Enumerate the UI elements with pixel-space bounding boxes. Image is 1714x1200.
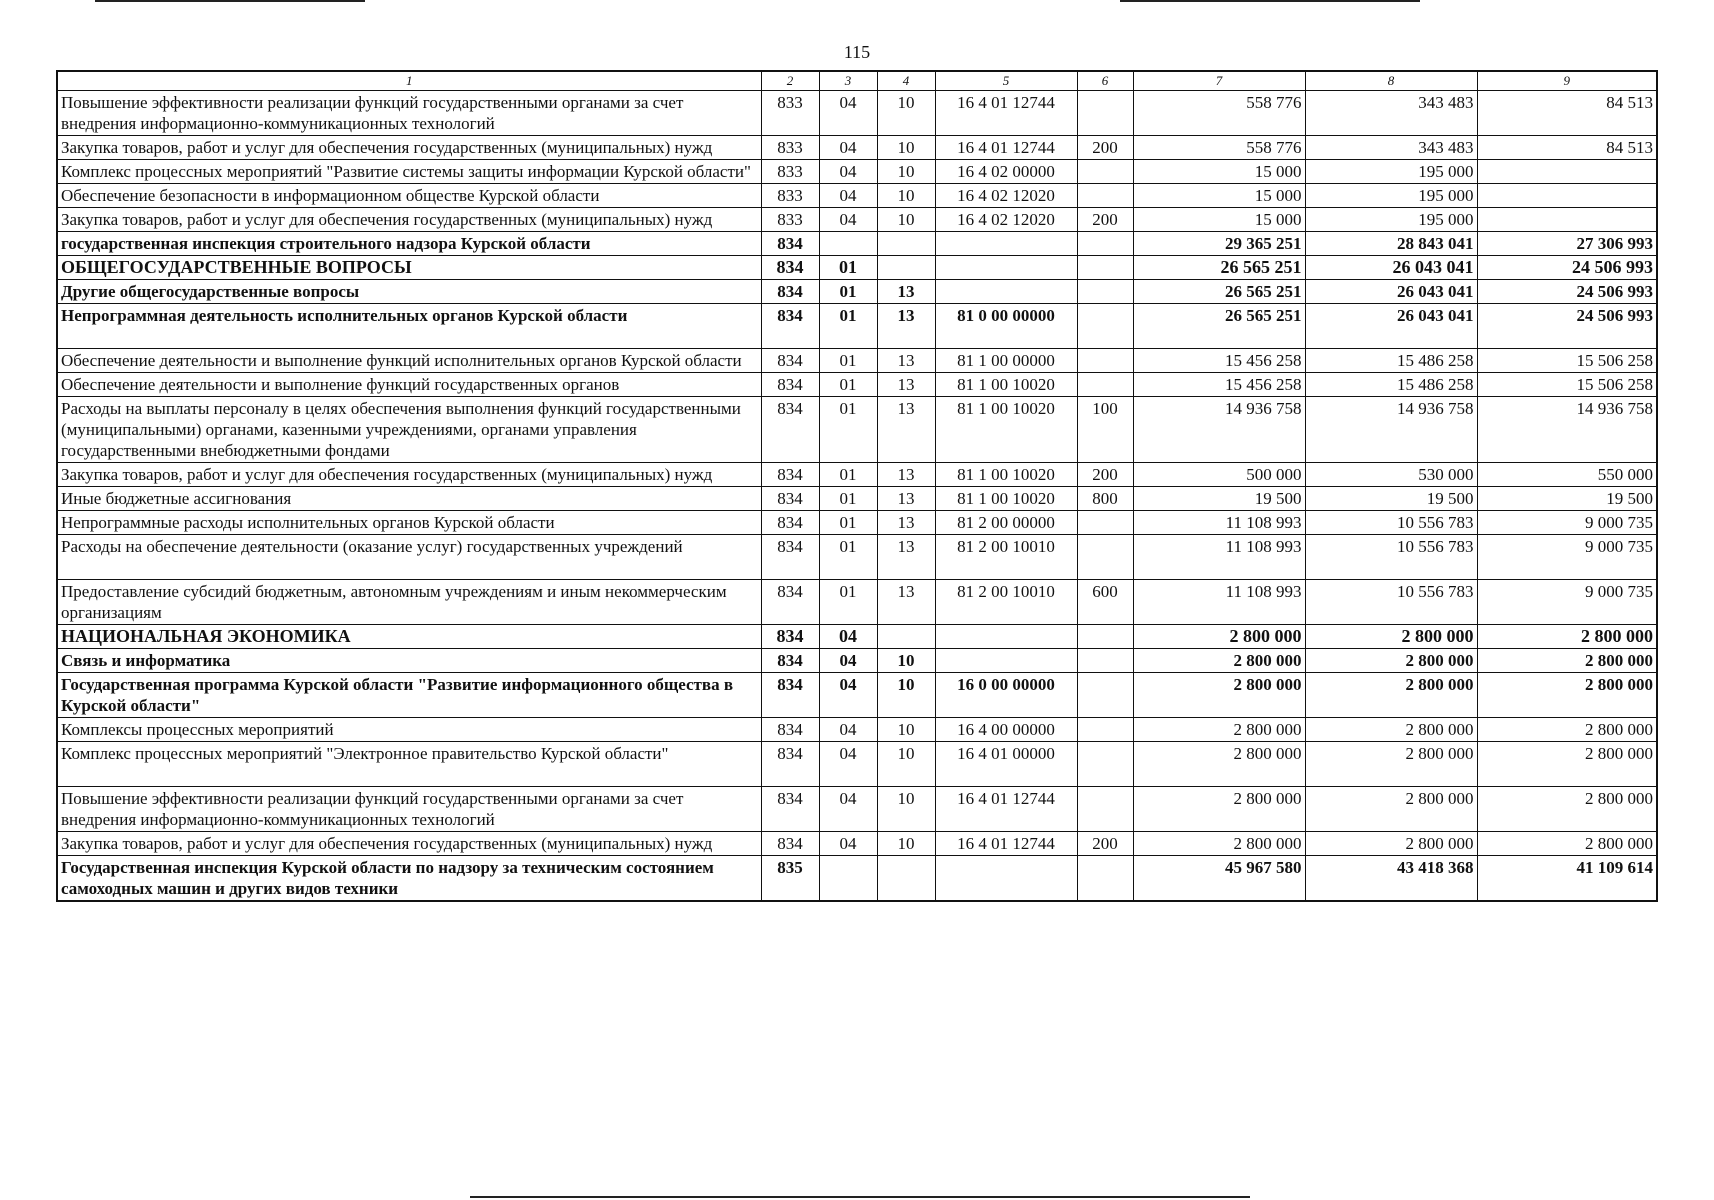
row-amount-year-3: 2 800 000 [1477,832,1657,856]
row-subsection: 10 [877,91,935,136]
row-amount-year-3: 9 000 735 [1477,535,1657,580]
row-code: 834 [761,625,819,649]
row-name: Обеспечение деятельности и выполнение функций исполнительных органов Курской области [57,349,761,373]
row-amount-year-3 [1477,184,1657,208]
row-code: 833 [761,184,819,208]
row-code: 834 [761,718,819,742]
table-row [57,91,1657,136]
row-target-article: 81 1 00 00000 [935,349,1077,373]
row-section: 01 [819,463,877,487]
row-amount-year-3: 24 506 993 [1477,280,1657,304]
row-amount-year-3: 19 500 [1477,487,1657,511]
row-name: Закупка товаров, работ и услуг для обеспечения государственных (муниципальных) нужд [57,832,761,856]
row-amount-year-2: 343 483 [1305,136,1477,160]
row-amount-year-1: 2 800 000 [1133,742,1305,787]
row-subsection: 13 [877,373,935,397]
row-code: 834 [761,742,819,787]
row-subsection: 10 [877,742,935,787]
row-subsection: 10 [877,136,935,160]
row-target-article: 81 1 00 10020 [935,463,1077,487]
col-header: 4 [877,71,935,91]
row-section: 04 [819,673,877,718]
table-row [57,280,1657,304]
row-code: 833 [761,208,819,232]
row-section: 04 [819,184,877,208]
row-target-article: 16 4 02 12020 [935,184,1077,208]
row-amount-year-2: 43 418 368 [1305,856,1477,902]
row-code: 834 [761,787,819,832]
row-section: 04 [819,160,877,184]
row-amount-year-1: 2 800 000 [1133,718,1305,742]
col-header: 3 [819,71,877,91]
row-amount-year-2: 195 000 [1305,160,1477,184]
row-amount-year-2: 2 800 000 [1305,787,1477,832]
row-amount-year-1: 2 800 000 [1133,649,1305,673]
row-target-article: 16 4 01 00000 [935,742,1077,787]
row-amount-year-1: 15 000 [1133,184,1305,208]
row-amount-year-1: 15 456 258 [1133,349,1305,373]
row-amount-year-2: 2 800 000 [1305,649,1477,673]
row-name: Расходы на выплаты персоналу в целях обеспечения выполнения функций государственными (муниципальными) органами, казенными учреждениями, органами управления государственными внебюджетными фондами [57,397,761,463]
row-section: 01 [819,535,877,580]
row-amount-year-3: 84 513 [1477,91,1657,136]
row-amount-year-1: 45 967 580 [1133,856,1305,902]
row-section: 04 [819,718,877,742]
row-amount-year-3: 9 000 735 [1477,580,1657,625]
col-header: 7 [1133,71,1305,91]
row-expense-type [1077,349,1133,373]
row-name: Обеспечение безопасности в информационном обществе Курской области [57,184,761,208]
row-target-article [935,256,1077,280]
row-target-article [935,232,1077,256]
row-amount-year-2: 26 043 041 [1305,280,1477,304]
row-amount-year-2: 343 483 [1305,91,1477,136]
row-subsection: 10 [877,184,935,208]
col-header: 8 [1305,71,1477,91]
row-amount-year-2: 195 000 [1305,184,1477,208]
page-number: 115 [843,42,871,62]
row-expense-type [1077,535,1133,580]
row-amount-year-3: 2 800 000 [1477,742,1657,787]
table-row [57,397,1657,463]
table-body [57,91,1657,902]
row-expense-type [1077,673,1133,718]
row-subsection: 13 [877,580,935,625]
row-name: Комплекс процессных мероприятий "Электронное правительство Курской области" [57,742,761,787]
row-subsection [877,256,935,280]
row-code: 834 [761,373,819,397]
row-amount-year-1: 2 800 000 [1133,832,1305,856]
table-row [57,373,1657,397]
row-amount-year-1: 2 800 000 [1133,787,1305,832]
table-row [57,208,1657,232]
row-amount-year-2: 2 800 000 [1305,625,1477,649]
row-subsection [877,232,935,256]
table-row [57,718,1657,742]
row-target-article: 16 4 02 12020 [935,208,1077,232]
row-amount-year-2: 2 800 000 [1305,832,1477,856]
row-subsection: 13 [877,280,935,304]
table-row [57,463,1657,487]
row-subsection: 13 [877,487,935,511]
row-subsection: 10 [877,208,935,232]
row-target-article: 81 1 00 10020 [935,373,1077,397]
row-amount-year-3: 9 000 735 [1477,511,1657,535]
row-expense-type: 200 [1077,208,1133,232]
row-amount-year-1: 19 500 [1133,487,1305,511]
row-amount-year-1: 26 565 251 [1133,280,1305,304]
row-target-article: 16 0 00 00000 [935,673,1077,718]
table-row [57,349,1657,373]
row-code: 834 [761,649,819,673]
row-amount-year-1: 2 800 000 [1133,673,1305,718]
row-amount-year-2: 2 800 000 [1305,742,1477,787]
row-target-article: 81 2 00 10010 [935,535,1077,580]
row-amount-year-2: 2 800 000 [1305,673,1477,718]
row-section: 01 [819,349,877,373]
row-amount-year-3: 24 506 993 [1477,256,1657,280]
row-amount-year-2: 15 486 258 [1305,349,1477,373]
row-expense-type [1077,625,1133,649]
row-code: 834 [761,304,819,349]
row-amount-year-1: 15 456 258 [1133,373,1305,397]
row-name: Иные бюджетные ассигнования [57,487,761,511]
row-amount-year-1: 26 565 251 [1133,256,1305,280]
row-section: 01 [819,373,877,397]
table-row [57,649,1657,673]
table-row [57,511,1657,535]
col-header: 2 [761,71,819,91]
table-row [57,742,1657,787]
row-target-article: 81 1 00 10020 [935,397,1077,463]
row-expense-type: 100 [1077,397,1133,463]
row-expense-type: 200 [1077,136,1133,160]
row-amount-year-3: 2 800 000 [1477,787,1657,832]
row-amount-year-1: 11 108 993 [1133,511,1305,535]
row-name: государственная инспекция строительного надзора Курской области [57,232,761,256]
row-amount-year-1: 558 776 [1133,91,1305,136]
row-target-article: 81 2 00 10010 [935,580,1077,625]
row-section: 04 [819,208,877,232]
row-amount-year-1: 14 936 758 [1133,397,1305,463]
row-target-article [935,280,1077,304]
row-amount-year-2: 2 800 000 [1305,718,1477,742]
row-subsection: 13 [877,397,935,463]
row-amount-year-1: 26 565 251 [1133,304,1305,349]
row-subsection: 13 [877,304,935,349]
row-expense-type [1077,856,1133,902]
row-name: Закупка товаров, работ и услуг для обеспечения государственных (муниципальных) нужд [57,208,761,232]
row-code: 834 [761,487,819,511]
row-name: Повышение эффективности реализации функций государственными органами за счет внедрения информационно-коммуникационных технологий [57,787,761,832]
row-code: 834 [761,832,819,856]
row-subsection [877,856,935,902]
row-expense-type [1077,511,1133,535]
row-amount-year-3: 27 306 993 [1477,232,1657,256]
row-subsection: 13 [877,511,935,535]
row-expense-type [1077,280,1133,304]
row-expense-type [1077,742,1133,787]
row-amount-year-2: 26 043 041 [1305,304,1477,349]
row-amount-year-3: 84 513 [1477,136,1657,160]
row-code: 834 [761,256,819,280]
col-header: 9 [1477,71,1657,91]
row-section: 04 [819,91,877,136]
row-section [819,856,877,902]
row-amount-year-3: 24 506 993 [1477,304,1657,349]
row-expense-type: 600 [1077,580,1133,625]
row-target-article: 16 4 01 12744 [935,136,1077,160]
row-section: 04 [819,742,877,787]
row-expense-type [1077,718,1133,742]
row-subsection: 13 [877,535,935,580]
row-amount-year-3: 14 936 758 [1477,397,1657,463]
row-section: 04 [819,625,877,649]
row-amount-year-1: 11 108 993 [1133,580,1305,625]
row-amount-year-2: 15 486 258 [1305,373,1477,397]
column-number-row [57,71,1657,91]
col-header: 1 [57,71,761,91]
row-expense-type [1077,256,1133,280]
row-amount-year-1: 11 108 993 [1133,535,1305,580]
row-section: 01 [819,580,877,625]
row-subsection: 13 [877,349,935,373]
row-target-article: 81 1 00 10020 [935,487,1077,511]
row-amount-year-3: 2 800 000 [1477,718,1657,742]
row-target-article: 16 4 00 00000 [935,718,1077,742]
row-code: 834 [761,349,819,373]
col-header: 6 [1077,71,1133,91]
row-name: НАЦИОНАЛЬНАЯ ЭКОНОМИКА [57,625,761,649]
budget-table [56,70,1658,902]
table-row [57,160,1657,184]
row-amount-year-2: 26 043 041 [1305,256,1477,280]
row-target-article [935,649,1077,673]
row-section: 04 [819,136,877,160]
row-code: 834 [761,463,819,487]
row-amount-year-1: 29 365 251 [1133,232,1305,256]
row-name: Повышение эффективности реализации функций государственными органами за счет внедрения информационно-коммуникационных технологий [57,91,761,136]
row-amount-year-1: 500 000 [1133,463,1305,487]
table-row [57,580,1657,625]
row-code: 834 [761,397,819,463]
row-name: Расходы на обеспечение деятельности (оказание услуг) государственных учреждений [57,535,761,580]
row-code: 834 [761,580,819,625]
row-amount-year-2: 10 556 783 [1305,580,1477,625]
row-amount-year-3: 2 800 000 [1477,673,1657,718]
row-name: Закупка товаров, работ и услуг для обеспечения государственных (муниципальных) нужд [57,463,761,487]
row-subsection: 10 [877,649,935,673]
row-subsection: 10 [877,160,935,184]
row-target-article [935,625,1077,649]
row-subsection: 10 [877,787,935,832]
row-amount-year-3: 15 506 258 [1477,349,1657,373]
row-amount-year-3: 15 506 258 [1477,373,1657,397]
row-name: Непрограммные расходы исполнительных органов Курской области [57,511,761,535]
row-amount-year-1: 558 776 [1133,136,1305,160]
row-target-article: 16 4 01 12744 [935,832,1077,856]
row-name: Обеспечение деятельности и выполнение функций государственных органов [57,373,761,397]
row-amount-year-1: 15 000 [1133,208,1305,232]
table-row [57,256,1657,280]
row-expense-type [1077,232,1133,256]
row-target-article: 81 2 00 00000 [935,511,1077,535]
row-name: Государственная программа Курской области "Развитие информационного общества в Курской области" [57,673,761,718]
table-row [57,856,1657,902]
row-expense-type: 200 [1077,463,1133,487]
top-rule-left [95,0,365,2]
table-row [57,232,1657,256]
table-row [57,673,1657,718]
col-header: 5 [935,71,1077,91]
row-subsection: 10 [877,718,935,742]
row-code: 834 [761,511,819,535]
row-section: 04 [819,649,877,673]
row-expense-type [1077,304,1133,349]
row-expense-type [1077,787,1133,832]
row-amount-year-3: 2 800 000 [1477,649,1657,673]
table-row [57,304,1657,349]
row-name: Предоставление субсидий бюджетным, автономным учреждениям и иным некоммерческим организациям [57,580,761,625]
row-name: Закупка товаров, работ и услуг для обеспечения государственных (муниципальных) нужд [57,136,761,160]
row-code: 835 [761,856,819,902]
row-subsection [877,625,935,649]
row-code: 834 [761,535,819,580]
row-name: Комплекс процессных мероприятий "Развитие системы защиты информации Курской области" [57,160,761,184]
row-amount-year-2: 14 936 758 [1305,397,1477,463]
row-amount-year-2: 10 556 783 [1305,535,1477,580]
row-subsection: 10 [877,832,935,856]
row-amount-year-3: 41 109 614 [1477,856,1657,902]
row-expense-type [1077,373,1133,397]
row-section [819,232,877,256]
row-section: 01 [819,304,877,349]
table-row [57,184,1657,208]
row-amount-year-3 [1477,160,1657,184]
row-code: 834 [761,280,819,304]
row-amount-year-1: 15 000 [1133,160,1305,184]
row-expense-type [1077,649,1133,673]
row-section: 01 [819,511,877,535]
row-amount-year-2: 10 556 783 [1305,511,1477,535]
row-amount-year-3 [1477,208,1657,232]
bottom-rule [470,1196,1250,1198]
row-code: 834 [761,673,819,718]
table-row [57,487,1657,511]
table-row [57,535,1657,580]
row-subsection: 13 [877,463,935,487]
row-expense-type [1077,160,1133,184]
row-expense-type [1077,91,1133,136]
table-row [57,832,1657,856]
row-amount-year-2: 530 000 [1305,463,1477,487]
row-section: 04 [819,832,877,856]
row-expense-type: 800 [1077,487,1133,511]
row-name: Связь и информатика [57,649,761,673]
row-target-article: 16 4 02 00000 [935,160,1077,184]
row-amount-year-3: 550 000 [1477,463,1657,487]
row-section: 04 [819,787,877,832]
table-row [57,787,1657,832]
row-name: Другие общегосударственные вопросы [57,280,761,304]
top-rule-right [1120,0,1420,2]
row-section: 01 [819,487,877,511]
row-target-article: 81 0 00 00000 [935,304,1077,349]
table-row [57,625,1657,649]
table-row [57,136,1657,160]
row-expense-type: 200 [1077,832,1133,856]
row-code: 834 [761,232,819,256]
row-expense-type [1077,184,1133,208]
row-amount-year-1: 2 800 000 [1133,625,1305,649]
row-name: Государственная инспекция Курской области по надзору за техническим состоянием самоходных машин и других видов техники [57,856,761,902]
row-section: 01 [819,256,877,280]
row-name: Комплексы процессных мероприятий [57,718,761,742]
row-amount-year-2: 28 843 041 [1305,232,1477,256]
row-amount-year-2: 195 000 [1305,208,1477,232]
row-subsection: 10 [877,673,935,718]
row-code: 833 [761,91,819,136]
row-target-article: 16 4 01 12744 [935,787,1077,832]
row-amount-year-3: 2 800 000 [1477,625,1657,649]
row-name: ОБЩЕГОСУДАРСТВЕННЫЕ ВОПРОСЫ [57,256,761,280]
row-section: 01 [819,280,877,304]
row-amount-year-2: 19 500 [1305,487,1477,511]
row-target-article [935,856,1077,902]
row-code: 833 [761,136,819,160]
row-target-article: 16 4 01 12744 [935,91,1077,136]
row-code: 833 [761,160,819,184]
row-section: 01 [819,397,877,463]
row-name: Непрограммная деятельность исполнительных органов Курской области [57,304,761,349]
